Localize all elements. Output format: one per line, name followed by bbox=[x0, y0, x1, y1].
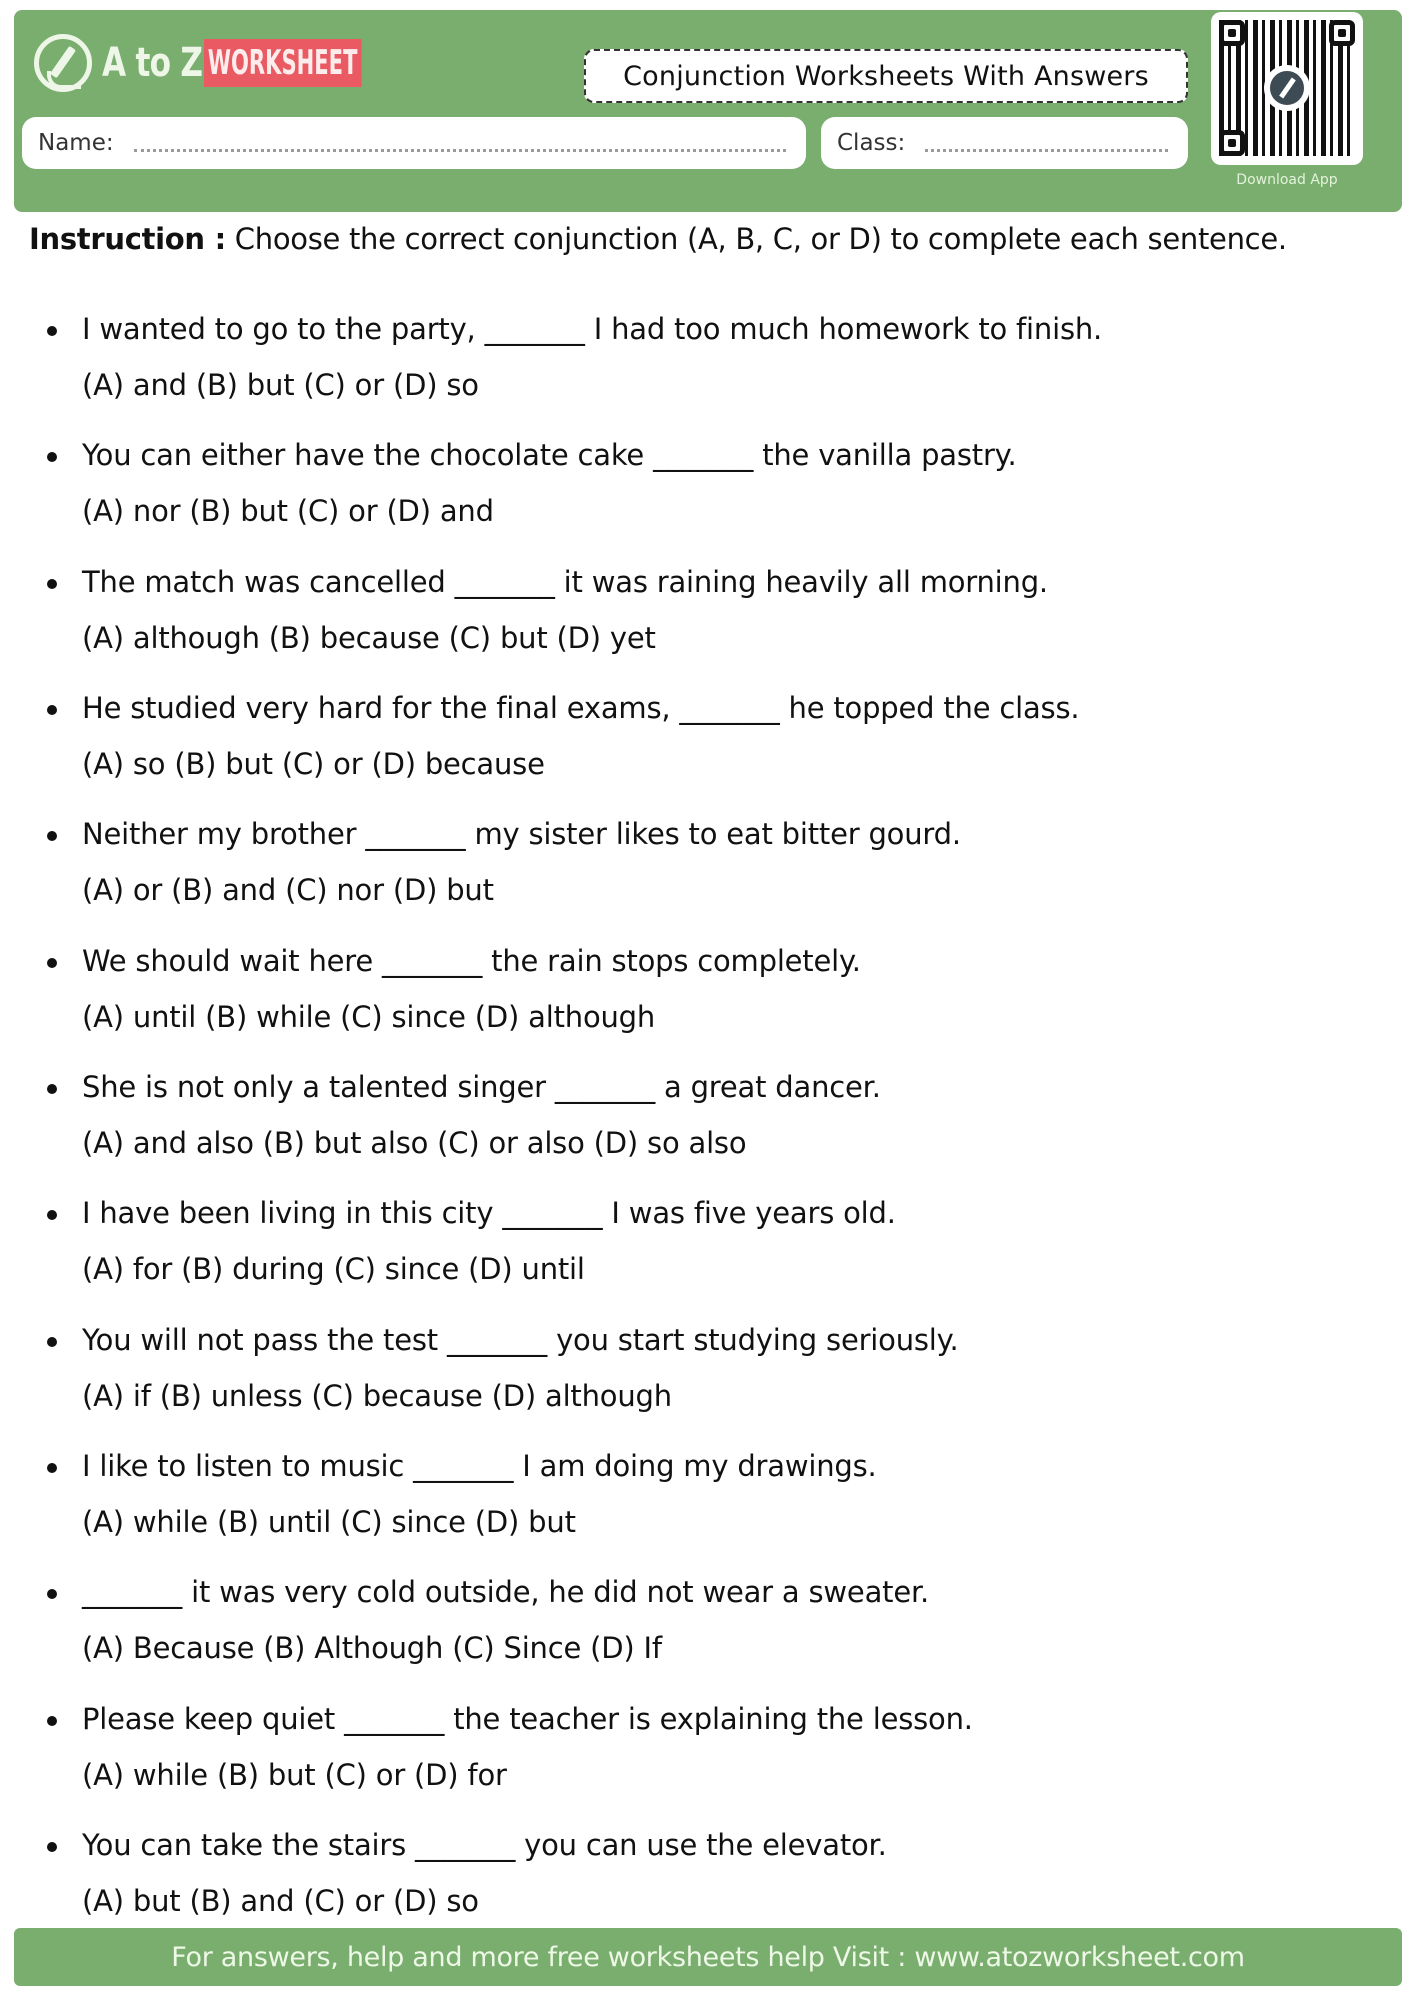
question-options: (A) nor (B) but (C) or (D) and bbox=[82, 494, 494, 528]
name-blank-line[interactable] bbox=[134, 149, 786, 152]
qr-finder-icon bbox=[1219, 130, 1245, 156]
worksheet-title: Conjunction Worksheets With Answers bbox=[584, 49, 1188, 103]
question-text: I like to listen to music _______ I am doing my drawings. bbox=[82, 1449, 877, 1483]
class-label: Class: bbox=[837, 130, 906, 156]
question-item bbox=[0, 434, 1414, 560]
question-item bbox=[0, 308, 1414, 434]
bullet-icon bbox=[47, 326, 57, 336]
qr-code[interactable] bbox=[1211, 12, 1363, 165]
instruction-label: Instruction : bbox=[29, 222, 226, 256]
question-text: Please keep quiet _______ the teacher is explaining the lesson. bbox=[82, 1702, 973, 1736]
bullet-icon bbox=[47, 831, 57, 841]
question-item bbox=[0, 813, 1414, 939]
bullet-icon bbox=[47, 958, 57, 968]
instruction-text: Choose the correct conjunction (A, B, C, or D) to complete each sentence. bbox=[225, 222, 1287, 256]
brand-logo bbox=[34, 34, 458, 92]
question-options: (A) although (B) because (C) but (D) yet bbox=[82, 621, 656, 655]
class-field[interactable] bbox=[821, 117, 1188, 169]
bullet-icon bbox=[47, 1337, 57, 1347]
logo-badge: WORKSHEET bbox=[204, 39, 361, 87]
question-options: (A) while (B) but (C) or (D) for bbox=[82, 1758, 507, 1792]
question-item bbox=[0, 1319, 1414, 1445]
qr-center-logo-icon bbox=[1267, 68, 1307, 108]
question-item bbox=[0, 687, 1414, 813]
bullet-icon bbox=[47, 1589, 57, 1599]
question-options: (A) while (B) until (C) since (D) but bbox=[82, 1505, 576, 1539]
question-text: You will not pass the test _______ you start studying seriously. bbox=[82, 1323, 959, 1357]
download-app-caption: Download App bbox=[1236, 172, 1338, 188]
instruction bbox=[29, 222, 1409, 256]
question-options: (A) or (B) and (C) nor (D) but bbox=[82, 873, 494, 907]
question-item bbox=[0, 1192, 1414, 1318]
question-text: She is not only a talented singer _______ a great dancer. bbox=[82, 1070, 881, 1104]
question-text: _______ it was very cold outside, he did not wear a sweater. bbox=[82, 1575, 930, 1609]
name-label: Name: bbox=[38, 130, 114, 156]
bullet-icon bbox=[47, 452, 57, 462]
question-text: We should wait here _______ the rain stops completely. bbox=[82, 944, 861, 978]
pen-logo-icon bbox=[34, 34, 92, 92]
question-options: (A) until (B) while (C) since (D) although bbox=[82, 1000, 656, 1034]
question-options: (A) and (B) but (C) or (D) so bbox=[82, 368, 479, 402]
qr-finder-icon bbox=[1219, 20, 1245, 46]
question-item bbox=[0, 1698, 1414, 1824]
question-item bbox=[0, 1571, 1414, 1697]
bullet-icon bbox=[47, 1210, 57, 1220]
footer-banner[interactable] bbox=[14, 1928, 1402, 1986]
bullet-icon bbox=[47, 579, 57, 589]
question-text: Neither my brother _______ my sister likes to eat bitter gourd. bbox=[82, 817, 961, 851]
question-options: (A) and also (B) but also (C) or also (D) so also bbox=[82, 1126, 747, 1160]
question-options: (A) Because (B) Although (C) Since (D) If bbox=[82, 1631, 662, 1665]
question-options: (A) for (B) during (C) since (D) until bbox=[82, 1252, 585, 1286]
bullet-icon bbox=[47, 1463, 57, 1473]
bullet-icon bbox=[47, 1084, 57, 1094]
question-item bbox=[0, 561, 1414, 687]
class-blank-line[interactable] bbox=[925, 149, 1168, 152]
question-text: He studied very hard for the final exams, _______ he topped the class. bbox=[82, 691, 1080, 725]
question-item bbox=[0, 940, 1414, 1066]
question-options: (A) if (B) unless (C) because (D) although bbox=[82, 1379, 672, 1413]
question-options: (A) so (B) but (C) or (D) because bbox=[82, 747, 545, 781]
footer-link-text[interactable]: For answers, help and more free worksheets help Visit : www.atozworksheet.com bbox=[171, 1941, 1245, 1973]
question-text: You can take the stairs _______ you can use the elevator. bbox=[82, 1828, 887, 1862]
bullet-icon bbox=[47, 1842, 57, 1852]
name-field[interactable] bbox=[22, 117, 806, 169]
logo-text: A to Z bbox=[102, 40, 203, 86]
qr-finder-icon bbox=[1329, 20, 1355, 46]
question-text: I wanted to go to the party, _______ I had too much homework to finish. bbox=[82, 312, 1103, 346]
question-item bbox=[0, 1445, 1414, 1571]
bullet-icon bbox=[47, 1716, 57, 1726]
qr-code-icon bbox=[1219, 20, 1355, 156]
bullet-icon bbox=[47, 705, 57, 715]
question-options: (A) but (B) and (C) or (D) so bbox=[82, 1884, 479, 1918]
question-item bbox=[0, 1066, 1414, 1192]
question-text: The match was cancelled _______ it was raining heavily all morning. bbox=[82, 565, 1048, 599]
question-text: I have been living in this city _______ I was five years old. bbox=[82, 1196, 896, 1230]
question-text: You can either have the chocolate cake _______ the vanilla pastry. bbox=[82, 438, 1017, 472]
